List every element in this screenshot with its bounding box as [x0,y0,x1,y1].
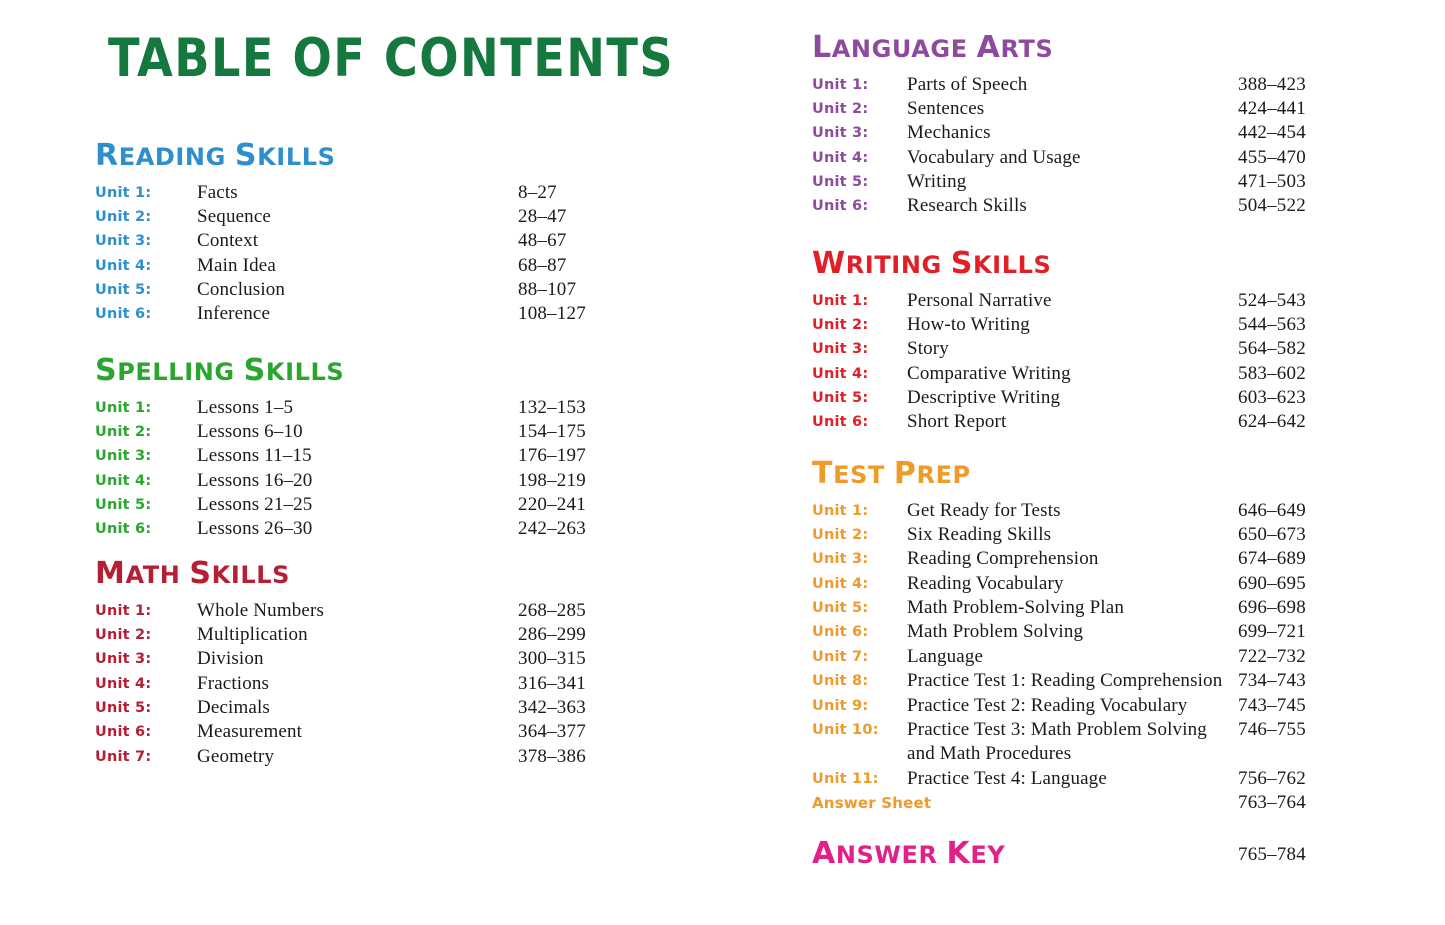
toc-entry-row[interactable] [812,596,1306,620]
section-heading-reading-skills [95,140,336,172]
unit-label: Unit 1: [95,184,152,201]
section-spelling-skills [95,353,586,542]
entry-title: Sentences [907,97,985,119]
unit-label: Unit 2: [95,626,152,643]
unit-label: Unit 4: [95,675,152,692]
heading-initial-cap: S [243,353,266,388]
entry-title: Conclusion [197,279,286,301]
entry-page-range: 624–642 [1238,411,1306,433]
heading-smallcaps: EADING [118,143,235,171]
unit-label: Unit 2: [95,423,152,440]
heading-smallcaps: PELLING [117,358,244,386]
answer-sheet-label: Answer Sheet [812,794,932,813]
entry-page-range: 504–522 [1238,195,1306,217]
entry-page-range: 198–219 [518,469,586,491]
unit-label: Unit 3: [95,651,152,668]
unit-label: Unit 7: [95,748,152,765]
entry-title: How-to Writing [907,313,1030,335]
entry-title: Multiplication [197,623,308,645]
unit-label: Unit 1: [812,502,869,519]
entry-title: Facts [197,181,238,203]
entry-title: Geometry [197,745,275,767]
toc-entry-row[interactable] [812,194,1306,218]
entry-list [95,396,586,542]
toc-entry-row[interactable] [812,73,1306,97]
entry-title: Lessons 11–15 [197,445,312,467]
unit-label: Unit 4: [812,365,869,382]
toc-entry-row[interactable] [812,97,1306,121]
unit-label: Unit 2: [812,526,869,543]
entry-page-range: 220–241 [518,494,586,516]
unit-label: Unit 6: [95,724,152,741]
unit-label: Unit 6: [812,414,869,431]
toc-entry-row[interactable] [812,289,1306,313]
toc-entry-row[interactable] [95,623,586,647]
heading-smallcaps: KILLS [265,358,345,386]
section-block [95,556,586,769]
toc-entry-row[interactable] [812,669,1306,693]
entry-page-range: 734–743 [1238,670,1306,692]
entry-title: Writing [907,171,967,193]
entry-list [812,73,1306,219]
unit-label: Unit 10: [812,722,879,739]
entry-title: Vocabulary and Usage [907,146,1081,168]
entry-title: Lessons 1–5 [197,396,294,418]
entry-page-range: 424–441 [1238,97,1306,119]
toc-entry-row[interactable] [812,767,1306,791]
heading-smallcaps: ANGUAGE [831,35,977,63]
section-block [812,246,1306,435]
entry-list [812,499,1306,816]
page-title: TABLE OF CONTENTS [108,28,675,89]
section-language-arts [812,30,1306,219]
unit-label: Unit 6: [812,198,869,215]
unit-label: Unit 1: [812,292,869,309]
entry-title: Practice Test 2: Reading Vocabulary [907,694,1188,716]
entry-page-range: 455–470 [1238,146,1306,168]
heading-initial-cap: R [95,138,119,173]
entry-page-range: 696–698 [1238,597,1306,619]
entry-title: Math Problem Solving [907,621,1084,643]
answer-key-row[interactable] [812,836,1306,872]
entry-title: Descriptive Writing [907,387,1061,409]
entry-page-range: 442–454 [1238,122,1306,144]
toc-entry-row[interactable] [95,181,557,205]
toc-entry-row[interactable] [95,205,567,229]
entry-page-range: 242–263 [518,518,586,540]
heading-smallcaps: RITING [845,251,951,279]
toc-entry-row[interactable] [95,302,586,326]
entry-page-range: 88–107 [518,279,577,301]
heading-initial-cap: P [893,456,917,491]
section-block [95,138,586,327]
entry-page-range: 564–582 [1238,338,1306,360]
entry-page-range: 176–197 [518,445,586,467]
toc-entry-row[interactable] [95,469,586,493]
entry-title: Lessons 21–25 [197,494,313,516]
toc-entry-row[interactable] [812,337,1306,361]
entry-list [95,181,586,327]
unit-label: Unit 1: [95,602,152,619]
unit-label: Unit 6: [95,521,152,538]
entry-title: Reading Vocabulary [907,572,1064,594]
heading-initial-cap: S [95,353,118,388]
toc-entry-row[interactable] [812,694,1306,718]
entry-title-line-1: Practice Test 3: Math Problem Solving [907,719,1207,741]
entry-page-range: 68–87 [518,254,567,276]
entry-title: Comparative Writing [907,362,1071,384]
entry-page-range: 286–299 [518,623,586,645]
toc-entry-row[interactable] [812,313,1306,337]
unit-label: Unit 4: [95,472,152,489]
unit-label: Unit 5: [95,282,152,299]
entry-page-range: 154–175 [518,420,586,442]
heading-smallcaps: ATH [125,561,190,589]
entry-page-range: 544–563 [1238,313,1306,335]
toc-entry-row[interactable] [95,696,586,720]
heading-smallcaps: RTS [1000,35,1054,63]
unit-label: Unit 7: [812,648,869,665]
toc-entry-row[interactable] [95,420,586,444]
entry-title-line-2: and Math Procedures [907,743,1072,765]
entry-title: Short Report [907,411,1007,433]
unit-label: Unit 3: [95,448,152,465]
entry-page-range: 268–285 [518,599,586,621]
entry-page-range: 763–764 [1238,792,1306,814]
unit-label: Unit 3: [812,341,869,358]
unit-label: Unit 3: [95,233,152,250]
entry-title: Sequence [197,205,271,227]
entry-page-range: 388–423 [1238,73,1306,95]
heading-initial-cap: T [812,456,834,491]
entry-title: Inference [197,303,271,325]
entry-title: Math Problem-Solving Plan [907,597,1124,619]
entry-page-range: 132–153 [518,396,586,418]
unit-label: Unit 1: [812,76,869,93]
entry-title: Fractions [197,672,270,694]
entry-title: Reading Comprehension [907,548,1099,570]
toc-entry-row[interactable] [95,720,586,744]
toc-entry-row[interactable] [95,278,577,302]
entry-title: Language [907,645,984,667]
heading-smallcaps: KILLS [211,561,291,589]
entry-page-range: 646–649 [1238,499,1306,521]
heading-initial-cap: A [976,30,1001,65]
toc-entry-row[interactable] [812,572,1306,596]
toc-entry-row[interactable] [95,229,567,253]
unit-label: Unit 5: [812,600,869,617]
unit-label: Unit 8: [812,673,869,690]
toc-entry-row[interactable] [812,362,1306,386]
toc-entry-row[interactable] [95,745,586,769]
section-writing-skills [812,246,1306,435]
entry-page-range: 603–623 [1238,387,1306,409]
toc-entry-row[interactable] [812,791,1306,815]
heading-initial-cap: S [950,246,973,281]
entry-page-range: 108–127 [518,303,586,325]
entry-page-range: 699–721 [1238,621,1306,643]
entry-page-range: 8–27 [518,181,557,203]
entry-page-range: 342–363 [518,697,586,719]
unit-label: Unit 3: [812,551,869,568]
toc-entry-row[interactable] [95,647,586,671]
heading-initial-cap: K [946,836,971,871]
section-heading-spelling-skills [95,355,344,387]
toc-entry-row[interactable] [95,444,586,468]
entry-title: Practice Test 4: Language [907,767,1107,789]
section-test-prep [812,456,1306,816]
section-block [812,456,1306,816]
heading-initial-cap: S [189,556,212,591]
heading-initial-cap: A [812,836,836,871]
heading-smallcaps: EY [970,841,1006,869]
toc-entry-row[interactable] [812,386,1306,410]
entry-title: Lessons 26–30 [197,518,313,540]
heading-smallcaps: KILLS [972,251,1052,279]
toc-entry-row[interactable] [812,547,1306,571]
heading-smallcaps: EST [833,461,894,489]
toc-entry-row[interactable] [95,672,586,696]
entry-page-range: 756–762 [1238,767,1306,789]
entry-title: Main Idea [197,254,276,276]
entry-page-range: 316–341 [518,672,586,694]
entry-page-range: 690–695 [1238,572,1306,594]
heading-initial-cap: W [812,246,846,281]
entry-page-range: 674–689 [1238,548,1306,570]
unit-label: Unit 5: [95,497,152,514]
section-heading-language-arts [812,32,1053,64]
toc-entry-row[interactable] [812,523,1306,547]
section-heading-writing-skills [812,248,1051,280]
unit-label: Unit 3: [812,125,869,142]
unit-label: Unit 5: [812,174,869,191]
entry-page-range: 743–745 [1238,694,1306,716]
unit-label: Unit 6: [812,624,869,641]
unit-label: Unit 5: [95,700,152,717]
entry-page-range: 48–67 [518,230,567,252]
entry-title: Context [197,230,259,252]
unit-label: Unit 5: [812,390,869,407]
entry-title: Decimals [197,697,270,719]
section-reading-skills [95,138,586,327]
entry-page-range: 378–386 [518,745,586,767]
entry-title: Whole Numbers [197,599,324,621]
entry-title: Personal Narrative [907,289,1052,311]
unit-label: Unit 4: [812,575,869,592]
entry-title [907,718,1207,767]
toc-entry-row[interactable] [812,410,1306,434]
entry-page-range: 650–673 [1238,523,1306,545]
toc-entry-row[interactable] [812,620,1306,644]
section-heading-math-skills [95,558,290,590]
entry-title: Parts of Speech [907,73,1028,95]
unit-label: Unit 4: [95,257,152,274]
toc-entry-row[interactable] [95,517,586,541]
heading-initial-cap: S [234,138,258,173]
entry-title: Research Skills [907,195,1027,217]
heading-smallcaps: REP [916,461,971,489]
unit-label: Unit 2: [812,100,869,117]
entry-title: Measurement [197,721,303,743]
entry-title: Story [907,338,949,360]
answer-key-page-range: 765–784 [1238,844,1306,865]
toc-entry-row[interactable] [812,170,1306,194]
entry-page-range: 524–543 [1238,289,1306,311]
section-block [95,353,586,542]
heading-initial-cap: M [95,556,126,591]
entry-page-range: 300–315 [518,648,586,670]
unit-label: Unit 1: [95,399,152,416]
entry-title: Six Reading Skills [907,523,1052,545]
toc-entry-row[interactable] [812,718,1306,767]
unit-label: Unit 9: [812,697,869,714]
toc-entry-row[interactable] [95,254,567,278]
toc-entry-row[interactable] [812,121,1306,145]
toc-entry-row[interactable] [95,396,586,420]
heading-smallcaps: NSWER [835,841,947,869]
unit-label: Unit 2: [812,316,869,333]
entry-title: Division [197,648,264,670]
section-block [812,30,1306,219]
entry-page-range: 471–503 [1238,171,1306,193]
toc-entry-row[interactable] [95,493,586,517]
entry-title: Get Ready for Tests [907,499,1061,521]
entry-title: Practice Test 1: Reading Comprehension [907,670,1223,692]
section-heading-test-prep [812,458,971,490]
unit-label: Unit 6: [95,306,152,323]
toc-entry-row[interactable] [812,499,1306,523]
entry-list [95,599,586,770]
section-math-skills [95,556,586,769]
unit-label: Unit 11: [812,770,879,787]
entry-list [812,289,1306,435]
section-heading-answer-key [812,838,1005,870]
entry-title: Lessons 6–10 [197,420,303,442]
entry-title: Mechanics [907,122,991,144]
entry-page-range: 722–732 [1238,645,1306,667]
unit-label: Unit 2: [95,208,152,225]
toc-entry-row[interactable] [812,645,1306,669]
entry-page-range: 28–47 [518,205,567,227]
unit-label: Unit 4: [812,149,869,166]
entry-page-range: 364–377 [518,721,586,743]
heading-initial-cap: L [812,30,832,65]
entry-title: Lessons 16–20 [197,469,313,491]
entry-page-range: 746–755 [1238,719,1306,741]
heading-smallcaps: KILLS [257,143,336,171]
entry-page-range: 583–602 [1238,362,1306,384]
toc-entry-row[interactable] [95,599,586,623]
toc-entry-row[interactable] [812,146,1306,170]
